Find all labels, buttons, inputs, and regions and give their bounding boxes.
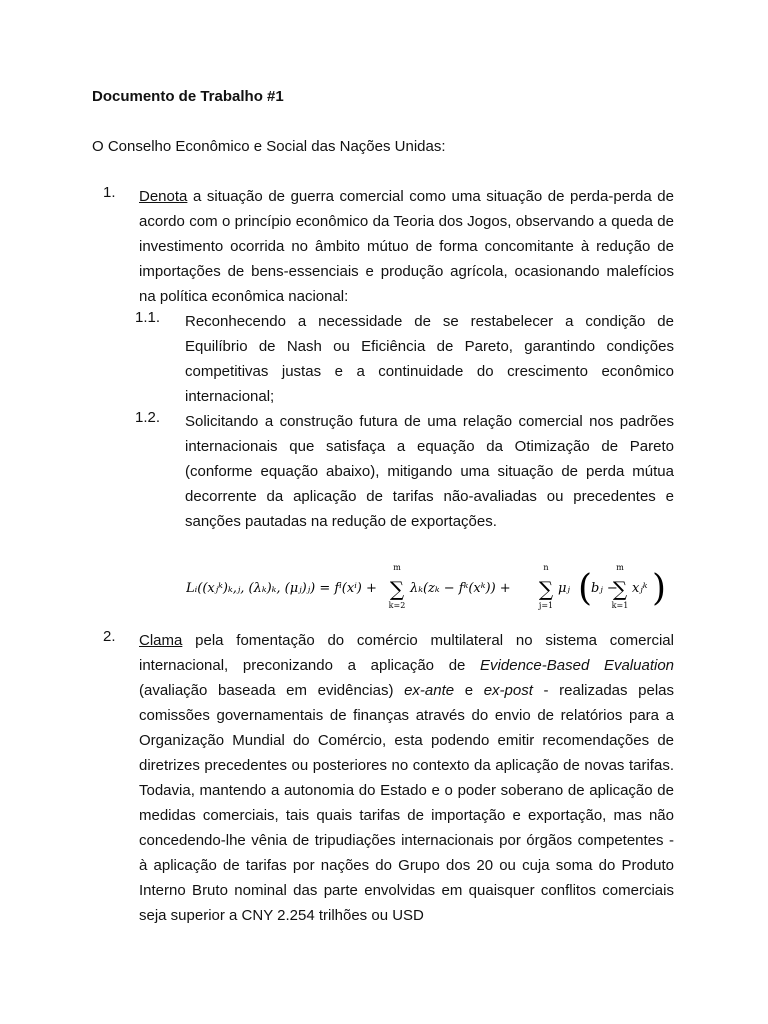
- equation-graphic: [186, 564, 666, 612]
- clause-body: [139, 184, 674, 309]
- clause-number: 2.: [103, 628, 116, 645]
- equation-mu: μⱼ: [558, 581, 570, 596]
- clause-number: 1.: [103, 184, 116, 201]
- sum-lower-limit: k=2: [388, 601, 406, 610]
- clause-text: e: [454, 682, 484, 699]
- sum-upper-limit: n: [543, 564, 549, 572]
- pareto-equation: [186, 564, 666, 612]
- sum-lower-limit: k=1: [611, 601, 629, 610]
- clause-text: a situação de guerra comercial como uma situação de perda-perda de acordo com o princípio econômico da Teoria dos Jogos, observando a queda de investimento ocorrida no âmbito mútuo de forma concomitante à redução de importações de bens-essenciais e produção agrícola, ocasionando malefícios na política econômica nacional:: [139, 188, 674, 305]
- equation-tail: xⱼᵏ: [632, 581, 648, 596]
- emphasis-term: Evidence-Based Evaluation: [480, 657, 674, 674]
- clause-text: (avaliação baseada em evidências): [139, 682, 405, 699]
- sum-lower-limit: j=1: [538, 601, 554, 610]
- summation-sign: ∑: [538, 577, 554, 601]
- clause-text: - realizadas pelas comissões governamentais de finanças através do envio de relatórios para a Organização Mundial do Comércio, esta podendo emitir recomendações de diretrizes precedentes ou posteriores no contexto da aplicação de novas tarifas. Todavia, mantendo a autonomia do Estado e o poder soberano de aplicação de medidas comerciais, tais quais tarifas de importação e exportação, mas não concedendo-lhe vênia de tripudiações internacionais por órgãos competentes - à aplicação de tarifas por nações do Grupo dos 20 ou cuja soma do Produto Interno Bruto nominal das parte envolvidas em quaisquer conflitos comerciais seja superior a CNY 2.254 trilhões ou USD: [139, 682, 674, 924]
- clause-body: [139, 628, 674, 928]
- equation-paren-inner: bⱼ −: [591, 581, 618, 596]
- equation-middle: λₖ(zₖ − fᵏ(xᵏ)) +: [410, 581, 511, 596]
- subclause-1-2: [135, 409, 674, 534]
- clause-keyword: Clama: [139, 632, 183, 649]
- clause-keyword: Denota: [139, 188, 188, 205]
- left-paren: (: [578, 568, 593, 609]
- emphasis-term: ex-ante: [404, 682, 455, 699]
- subclause-number: 1.2.: [135, 409, 161, 426]
- summation-sign: ∑: [389, 577, 405, 601]
- subclause-text: Solicitando a construção futura de uma relação comercial nos padrões internacionais que satisfaça a equação da Otimização de Pareto (conforme equação abaixo), mitigando uma situação de perda mútua decorrente da aplicação de tarifas não-avaliadas ou precedentes e sanções pautadas na redução de exportações.: [185, 413, 674, 530]
- document-title: Documento de Trabalho #1: [92, 88, 284, 105]
- emphasis-term: ex-post: [483, 682, 533, 699]
- subclause-number: 1.1.: [135, 309, 161, 326]
- right-paren: ): [652, 568, 666, 609]
- clause-2: [92, 628, 674, 928]
- equation-lhs: Lᵢ((xⱼᵏ)ₖ,ⱼ, (λₖ)ₖ, (μⱼ)ⱼ) = fⁱ(xⁱ) +: [186, 581, 377, 596]
- summation-sign: ∑: [612, 577, 628, 601]
- clause-1: [92, 184, 674, 534]
- subclause-text: Reconhecendo a necessidade de se restabelecer a condição de Equilíbrio de Nash ou Eficiência de Pareto, garantindo condições competitivas justas e a continuidade do crescimento econômico internacional;: [185, 313, 674, 405]
- sum-upper-limit: m: [616, 564, 624, 572]
- clause-text: pela fomentação do comércio multilateral no sistema comercial internacional, preconizando a aplicação de: [139, 632, 674, 674]
- intro-line: O Conselho Econômico e Social das Nações Unidas:: [92, 138, 446, 155]
- subclause-1-1: [135, 309, 674, 409]
- sum-upper-limit: m: [393, 564, 401, 572]
